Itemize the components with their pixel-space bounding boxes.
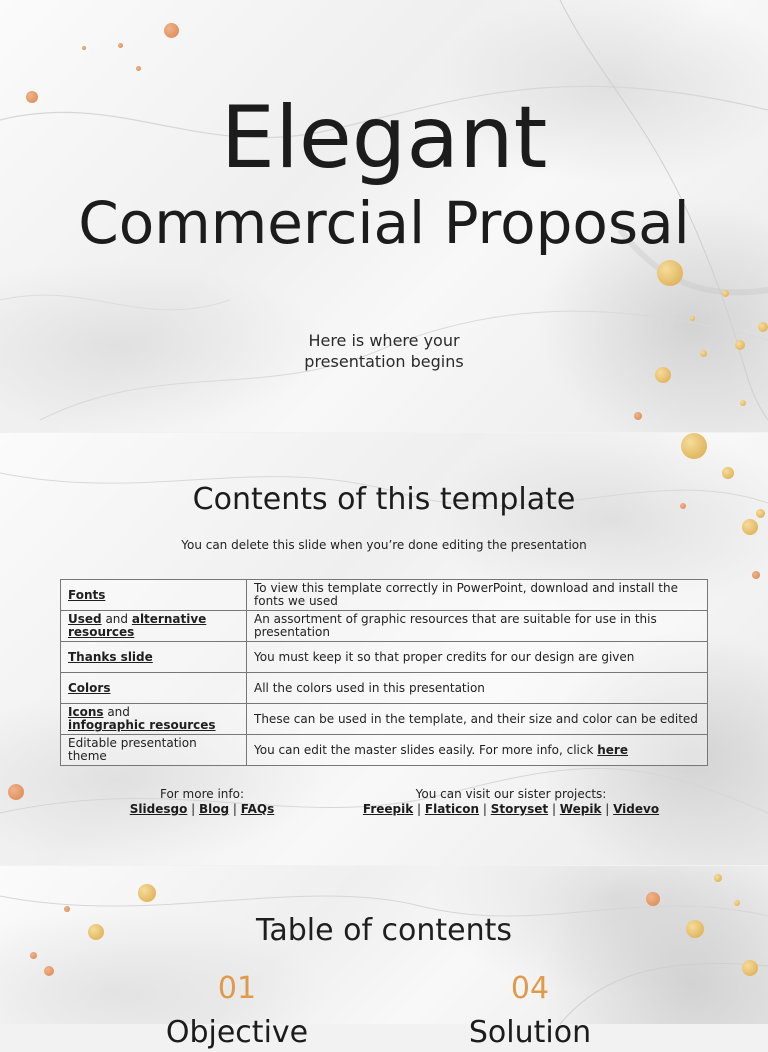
spatter-dot: [734, 900, 740, 906]
row-key-joiner: and: [101, 612, 132, 626]
row-value: [247, 735, 708, 766]
thanks-slide-link[interactable]: Thanks slide: [68, 649, 153, 664]
more-info-label: For more info:: [159, 787, 244, 801]
tagline-line-1: Here is where your: [308, 331, 460, 350]
link-separator: |: [413, 802, 425, 816]
storyset-link[interactable]: Storyset: [490, 802, 549, 816]
blog-link[interactable]: Blog: [199, 802, 230, 816]
spatter-dot: [138, 884, 156, 902]
row-key-joiner: and: [103, 705, 130, 719]
table-row: [61, 735, 708, 766]
sister-projects-block: [351, 787, 671, 817]
row-value: You must keep it so that proper credits for our design are given: [247, 642, 708, 673]
row-value: To view this template correctly in PowerPoint, download and install the fonts we used: [247, 580, 708, 611]
row-key: [61, 611, 247, 642]
toc-number-1: 01: [217, 971, 257, 1006]
more-info-links: [102, 802, 302, 817]
alternative-resources-link[interactable]: alternative resources: [68, 612, 207, 639]
link-separator: |: [229, 802, 241, 816]
spatter-dot: [8, 784, 24, 800]
spatter-dot: [690, 316, 695, 321]
row-key: [61, 704, 247, 735]
slide-contents-of-template: [0, 433, 768, 865]
spatter-dot: [30, 952, 37, 959]
slide-table-of-contents: [0, 866, 768, 1050]
spatter-dot: [758, 322, 768, 332]
spatter-dot: [714, 874, 722, 882]
spatter-dot: [634, 412, 642, 420]
spatter-dot: [722, 467, 734, 479]
slidesgo-link[interactable]: Slidesgo: [129, 802, 188, 816]
here-link[interactable]: here: [597, 742, 628, 757]
spatter-dot: [136, 66, 141, 71]
row-key: [61, 580, 247, 611]
link-separator: |: [548, 802, 560, 816]
row-key: [61, 642, 247, 673]
spatter-dot: [655, 367, 671, 383]
title-commercial-proposal: Commercial Proposal: [78, 189, 690, 257]
spatter-dot: [681, 433, 707, 459]
contents-note: You can delete this slide when you’re done editing the presentation: [181, 538, 587, 552]
spatter-dot: [752, 571, 760, 579]
spatter-dot: [164, 23, 179, 38]
link-separator: |: [479, 802, 491, 816]
videvo-link[interactable]: Videvo: [613, 802, 660, 816]
spatter-dot: [118, 43, 123, 48]
spatter-dot: [657, 260, 683, 286]
row-value: An assortment of graphic resources that are suitable for use in this presentation: [247, 611, 708, 642]
table-row: [61, 611, 708, 642]
slide-title: [0, 0, 768, 432]
spatter-dot: [700, 350, 707, 357]
icons-link[interactable]: Icons: [68, 705, 104, 719]
sister-projects-label: You can visit our sister projects:: [415, 787, 607, 801]
contents-title: Contents of this template: [192, 482, 576, 517]
toc-label-2: Solution: [468, 1015, 592, 1050]
used-link[interactable]: Used: [68, 612, 102, 626]
tagline-line-2: presentation begins: [304, 352, 464, 371]
link-separator: |: [187, 802, 200, 816]
faqs-link[interactable]: FAQs: [240, 802, 275, 816]
spatter-dot: [742, 519, 758, 535]
freepik-link[interactable]: Freepik: [362, 802, 414, 816]
table-row: [61, 642, 708, 673]
row-value: These can be used in the template, and their size and color can be edited: [247, 704, 708, 735]
row-key: Editable presentation theme: [61, 735, 247, 766]
toc-label-1: Objective: [165, 1015, 309, 1050]
infographic-resources-link[interactable]: infographic resources: [68, 718, 216, 732]
spatter-dot: [44, 966, 54, 976]
table-row: [61, 673, 708, 704]
flaticon-link[interactable]: Flaticon: [424, 802, 480, 816]
colors-link[interactable]: Colors: [68, 680, 111, 695]
more-info-block: [102, 787, 302, 817]
table-row: [61, 704, 708, 735]
link-separator: |: [601, 802, 614, 816]
spatter-dot: [735, 340, 745, 350]
spatter-dot: [742, 960, 758, 976]
row-value: All the colors used in this presentation: [247, 673, 708, 704]
title-elegant: Elegant: [220, 88, 548, 188]
table-row: [61, 580, 708, 611]
row-key: [61, 673, 247, 704]
spatter-dot: [646, 892, 660, 906]
toc-title: Table of contents: [255, 913, 513, 948]
spatter-dot: [82, 46, 86, 50]
tagline: [284, 330, 484, 372]
wepik-link[interactable]: Wepik: [559, 802, 602, 816]
toc-number-2: 04: [510, 971, 550, 1006]
spatter-dot: [740, 400, 746, 406]
spatter-dot: [722, 290, 729, 297]
sister-projects-links: [351, 802, 671, 817]
fonts-link[interactable]: Fonts: [68, 587, 106, 602]
resources-table: [60, 579, 708, 766]
row-value-text: You can edit the master slides easily. For more info, click: [254, 742, 598, 757]
